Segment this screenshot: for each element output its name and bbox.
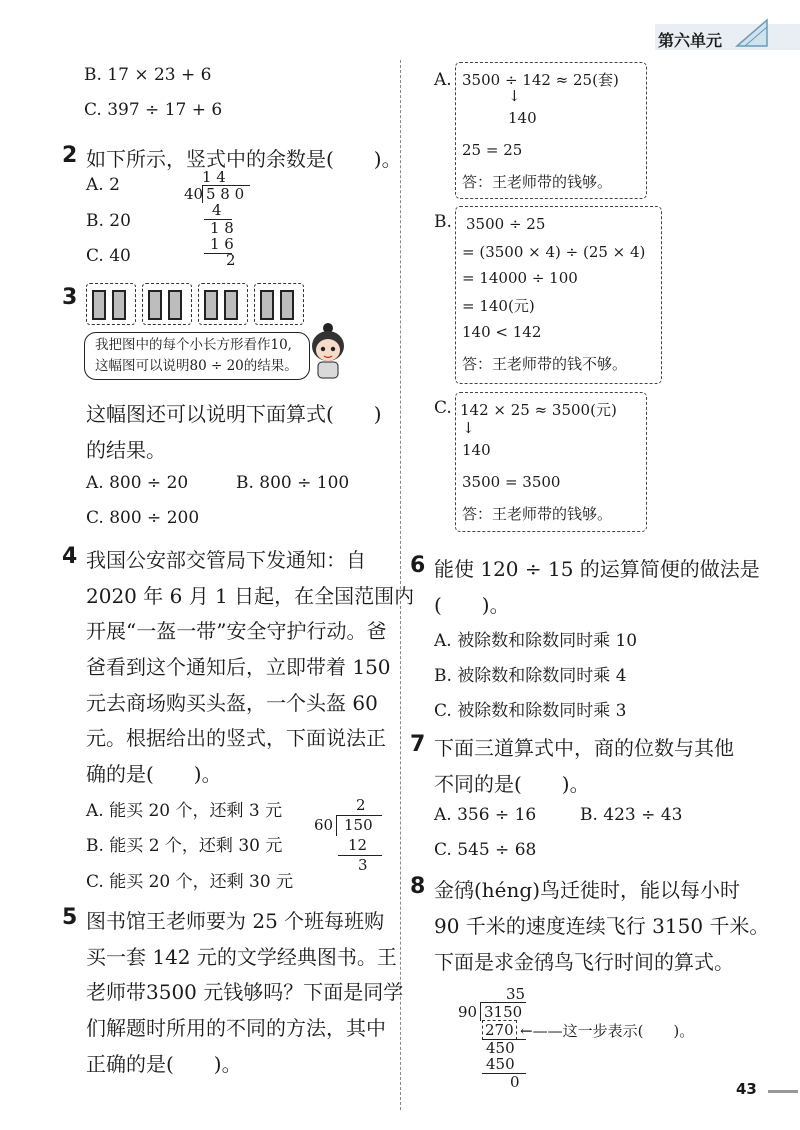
q8-text: 金鸻(héng)鸟迁徙时，能以每小时 (434, 878, 741, 902)
step: 4 (212, 201, 222, 219)
q5-option-a-label: A. (434, 70, 452, 90)
question-number: 4 (62, 544, 78, 569)
page-number: 43 (736, 1080, 757, 1098)
q3-option-a: A. 800 ÷ 20 (86, 473, 189, 493)
q4-text-line: 确的是( )。 (86, 762, 222, 786)
highlighted-step: 270 (482, 1020, 517, 1040)
question-number: 6 (410, 553, 426, 578)
q2-option-b: B. 20 (86, 211, 131, 231)
question-number: 7 (410, 732, 426, 757)
calc-line: 3500 ÷ 142 ≈ 25(套) (462, 71, 619, 89)
q5-option-a-box (455, 62, 647, 199)
page-number-rule (768, 1090, 798, 1093)
calc-line: 140 < 142 (462, 323, 542, 341)
bubble-line: 我把图中的每个小长方形看作10, (95, 337, 292, 353)
step: 450 (486, 1039, 515, 1057)
q5-option-b-box (455, 206, 662, 384)
calc-line: 140 (462, 441, 491, 459)
q5-option-b-label: B. (434, 212, 452, 232)
girl-character-illustration (303, 320, 353, 382)
q1-option-b: B. 17 × 23 + 6 (84, 65, 212, 85)
remainder: 2 (226, 251, 236, 269)
q2-option-a: A. 2 (86, 175, 120, 195)
question-number: 5 (62, 905, 78, 930)
quotient: 35 (506, 985, 526, 1003)
question-number: 3 (62, 285, 78, 310)
q5-text-line: 们解题时所用的不同的方法，其中 (86, 1016, 386, 1040)
q4-option-a: A. 能买 20 个，还剩 3 元 (86, 801, 283, 821)
step: 1 6 (210, 235, 234, 253)
q4-long-division (312, 796, 392, 876)
calc-line: = (3500 × 4) ÷ (25 × 4) (462, 243, 646, 261)
calc-line: = 140(元) (462, 297, 535, 315)
dividend: 150 (344, 816, 373, 834)
down-arrow-icon: ↓ (462, 419, 475, 437)
q4-text-line: 开展“一盔一带”安全守护行动。爸 (86, 619, 387, 643)
question-number: 2 (62, 143, 78, 168)
q2-option-c: C. 40 (86, 246, 131, 266)
q4-text-line: 我国公安部交管局下发通知：自 (86, 548, 366, 572)
q3-text: 这幅图还可以说明下面算式( ) (86, 402, 382, 426)
q5-option-c-box (455, 392, 647, 532)
step: 1 8 (210, 219, 234, 237)
dividend: 3150 (484, 1003, 523, 1021)
calc-line: = 14000 ÷ 100 (462, 269, 578, 287)
q7-option-c: C. 545 ÷ 68 (434, 840, 537, 860)
calc-line: 25 = 25 (462, 141, 523, 159)
divisor: 40 (184, 185, 204, 203)
answer-line: 答：王老师带的钱够。 (462, 505, 613, 523)
q8-text: 90 千米的速度连续飞行 3150 千米。 (434, 914, 770, 938)
q3-option-c: C. 800 ÷ 200 (86, 508, 200, 528)
calc-line: 140 (508, 109, 537, 127)
remainder: 3 (358, 856, 368, 874)
q5-option-c-label: C. (434, 398, 452, 418)
q7-option-a: A. 356 ÷ 16 (434, 805, 537, 825)
speech-bubble (84, 332, 310, 380)
step: 450 (486, 1055, 515, 1073)
unit-label: 第六单元 (658, 31, 723, 50)
divisor: 60 (314, 816, 334, 834)
calc-line: 3500 = 3500 (462, 473, 561, 491)
q3-option-b: B. 800 ÷ 100 (236, 473, 350, 493)
q6-option-b: B. 被除数和除数同时乘 4 (434, 666, 627, 686)
q5-text-line: 正确的是( )。 (86, 1052, 242, 1076)
answer-line: 答：王老师带的钱够。 (462, 173, 613, 191)
answer-line: 答：王老师带的钱不够。 (462, 355, 628, 373)
bubble-line: 这幅图可以说明80 ÷ 20的结果。 (95, 358, 298, 374)
q2-long-division (180, 168, 270, 268)
q6-option-a: A. 被除数和除数同时乘 10 (434, 631, 638, 651)
q6-option-c: C. 被除数和除数同时乘 3 (434, 701, 627, 721)
ruler-triangle-icon (735, 18, 769, 48)
q8-pointer-text: ←——这一步表示( )。 (520, 1022, 695, 1040)
calc-line: 3500 ÷ 25 (466, 215, 546, 233)
q1-option-c: C. 397 ÷ 17 + 6 (84, 100, 223, 120)
quotient: 2 (356, 796, 366, 814)
q5-text-line: 买一套 142 元的文学经典图书。王 (86, 945, 397, 969)
q4-text-line: 爸看到这个通知后，立即带着 150 (86, 655, 391, 679)
q6-text: ( )。 (434, 593, 510, 617)
dividend: 5 8 0 (206, 185, 245, 203)
q4-text-line: 元去商场购买头盔，一个头盔 60 (86, 691, 378, 715)
q5-text-line: 老师带3500 元钱够吗？下面是同学 (86, 980, 404, 1004)
down-arrow-icon: ↓ (508, 87, 521, 105)
question-number: 8 (410, 874, 426, 899)
q7-text: 下面三道算式中，商的位数与其他 (434, 736, 734, 760)
q4-text-line: 2020 年 6 月 1 日起，在全国范围内 (86, 584, 415, 608)
q5-text-line: 图书馆王老师要为 25 个班每班购 (86, 909, 385, 933)
quotient: 1 4 (202, 168, 226, 186)
q3-text: 的结果。 (86, 438, 166, 462)
q4-text-line: 元。根据给出的竖式，下面说法正 (86, 726, 386, 750)
q2-text: 如下所示，竖式中的余数是( )。 (86, 147, 402, 171)
q4-option-c: C. 能买 20 个，还剩 30 元 (86, 872, 294, 892)
q7-option-b: B. 423 ÷ 43 (580, 805, 683, 825)
q6-text: 能使 120 ÷ 15 的运算简便的做法是 (434, 557, 760, 581)
divisor: 90 (458, 1003, 478, 1021)
q7-text: 不同的是( )。 (434, 772, 590, 796)
calc-line: 142 × 25 ≈ 3500(元) (460, 401, 617, 419)
remainder: 0 (510, 1073, 520, 1091)
q4-option-b: B. 能买 2 个，还剩 30 元 (86, 836, 283, 856)
step: 12 (348, 836, 368, 854)
q8-text: 下面是求金鸻鸟飞行时间的算式。 (434, 950, 734, 974)
